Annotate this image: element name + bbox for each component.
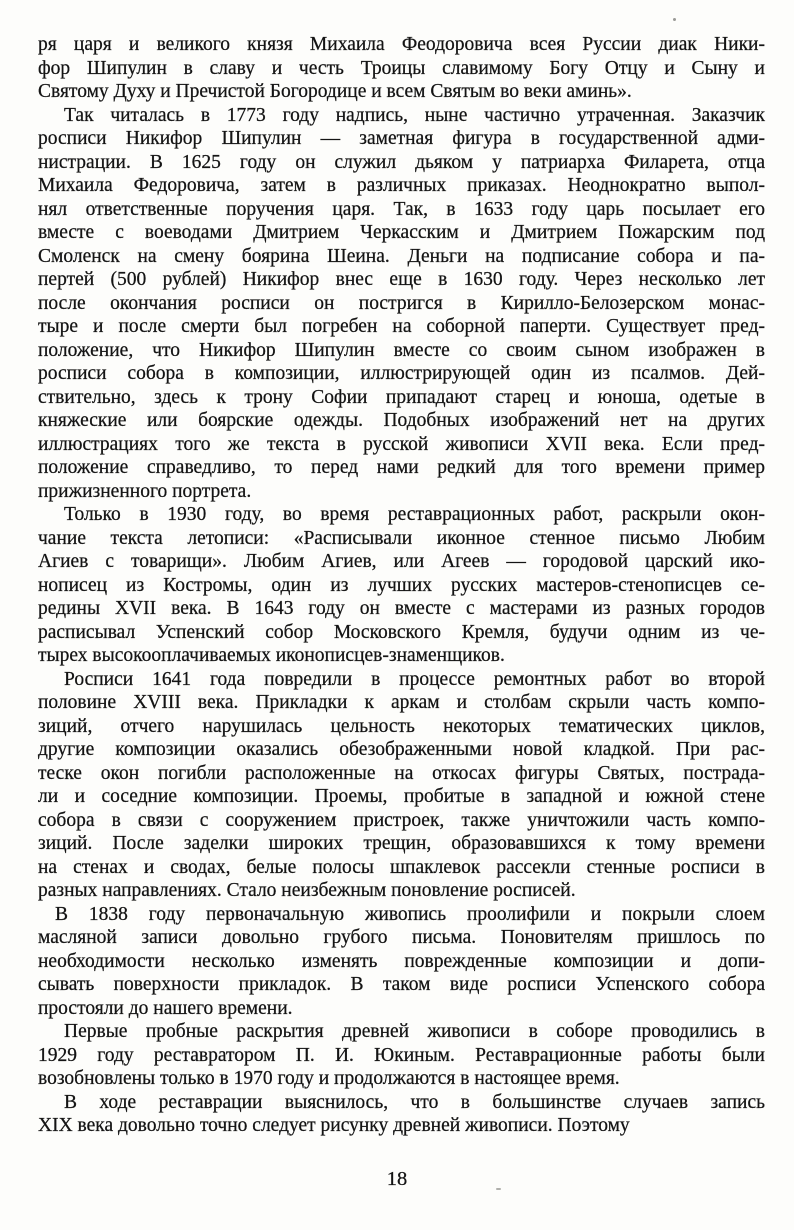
page-text	[38, 33, 765, 1138]
text-line: на стенах и сводах, белые полосы шпаклевок рассекли стенные росписи в	[38, 856, 765, 878]
text-line: разных направлениях. Стало неизбежным поновление росписей.	[38, 880, 576, 901]
scan-artifact-dot	[673, 18, 676, 21]
text-line: половине XVIII века. Прикладки к аркам и столбам скрыли часть компо-	[38, 692, 765, 713]
text-line: прижизненного портрета.	[38, 480, 252, 502]
paragraph	[38, 104, 765, 504]
text-line: росписи собора в композиции, иллюстрирующей один из псалмов. Дей-	[38, 363, 765, 384]
paragraph	[38, 1091, 765, 1138]
paragraph	[38, 903, 765, 1021]
text-line: Смоленск на смену боярина Шеина. Деньги на подписание собора и па-	[38, 245, 765, 267]
text-line: нистрации. В 1625 году он служил дьяком у патриарха Филарета, отца	[38, 151, 765, 173]
text-line: иллюстрациях того же текста в русской живописи XVII века. Если пред-	[38, 433, 765, 455]
text-line: тырех высокооплачиваемых иконописцев-знаменщиков.	[38, 645, 505, 666]
paragraph	[38, 668, 765, 903]
text-line: возобновлены только в 1970 году и продолжаются в настоящее время.	[38, 1068, 620, 1089]
paragraph	[38, 503, 765, 668]
text-line: простояли до нашего времени.	[38, 997, 293, 1019]
text-line: ли и соседние композиции. Проемы, пробитые в западной и южной стене	[38, 786, 765, 807]
text-line: ствительно, здесь к трону Софии припадают старец и юноша, одетые в	[38, 386, 765, 408]
text-line: фор Шипулин в славу и честь Троицы славимому Богу Отцу и Сыну и	[38, 57, 765, 79]
page-number: 18	[386, 1168, 408, 1190]
text-line: тыре и после смерти был погребен на соборной паперти. Существует пред-	[38, 316, 765, 337]
text-line: после окончания росписи он постригся в Кирилло-Белозерском монас-	[38, 292, 765, 314]
paragraph	[38, 33, 765, 104]
text-line: Так читалась в 1773 году надпись, ныне частично утраченная. Заказчик	[64, 104, 765, 126]
text-line: В ходе реставрации выяснилось, что в большинстве случаев запись	[64, 1091, 765, 1113]
text-line: расписывал Успенский собор Московского Кремля, будучи одним из че-	[38, 621, 765, 643]
text-line: собора в связи с сооружением пристроек, также уничтожили часть компо-	[38, 809, 765, 831]
text-line: необходимости несколько изменять поврежденные композиции и допи-	[38, 950, 765, 972]
text-line: чание текста летописи: «Расписывали иконное стенное письмо Любим	[38, 527, 765, 549]
text-line: зиций, отчего нарушилась цельность некоторых тематических циклов,	[38, 715, 765, 737]
text-line: положение справедливо, то перед нами редкий для того времени пример	[38, 457, 765, 478]
text-line: Росписи 1641 года повредили в процессе ремонтных работ во второй	[64, 668, 765, 690]
text-line: XIX века довольно точно следует рисунку древней живописи. Поэтому	[38, 1115, 630, 1136]
text-line: вместе с воеводами Дмитрием Черкасским и Дмитрием Пожарским под	[38, 222, 765, 243]
text-line: масляной записи довольно грубого письма. Поновителям пришлось по	[38, 927, 765, 948]
paragraph	[38, 1020, 765, 1091]
text-line: нописец из Костромы, один из лучших русских мастеров-стенописцев се-	[38, 574, 765, 596]
text-line: нял ответственные поручения царя. Так, в 1633 году царь посылает его	[38, 198, 765, 220]
text-line: ря царя и великого князя Михаила Феодоровича всея Руссии диак Ники-	[38, 34, 765, 55]
text-line: другие композиции оказались обезображенными новой кладкой. При рас-	[38, 739, 765, 760]
text-line: редины XVII века. В 1643 году он вместе с мастерами из разных городов	[38, 598, 765, 619]
text-line: пертей (500 рублей) Никифор внес еще в 1630 году. Через несколько лет	[38, 269, 765, 290]
text-line: Святому Духу и Пречистой Богородице и всем Святым во веки аминь».	[38, 81, 632, 102]
text-line: Михаила Федоровича, затем в различных приказах. Неоднократно выпол-	[38, 175, 765, 196]
text-line: зиций. После заделки широких трещин, образовавшихся к тому времени	[38, 833, 765, 854]
text-line: В 1838 году первоначальную живопись проолифили и покрыли слоем	[55, 903, 765, 925]
text-line: Агиев с товарищи». Любим Агиев, или Агеев — городовой царский ико-	[38, 551, 765, 572]
text-line: росписи Никифор Шипулин — заметная фигура в государственной адми-	[38, 128, 765, 149]
text-line: Только в 1930 году, во время реставрационных работ, раскрыли окон-	[64, 504, 765, 525]
text-line: сывать поверхности прикладок. В таком виде росписи Успенского собора	[38, 974, 765, 995]
text-line: 1929 году реставратором П. И. Юкиным. Реставрационные работы были	[38, 1044, 765, 1066]
text-line: теске окон погибли расположенные на откосах фигуры Святых, пострада-	[38, 762, 765, 784]
text-line: Первые пробные раскрытия древней живописи в соборе проводились в	[64, 1021, 765, 1042]
text-line: княжеские или боярские одежды. Подобных изображений нет на других	[38, 410, 765, 431]
text-line: положение, что Никифор Шипулин вместе со своим сыном изображен в	[38, 339, 765, 361]
